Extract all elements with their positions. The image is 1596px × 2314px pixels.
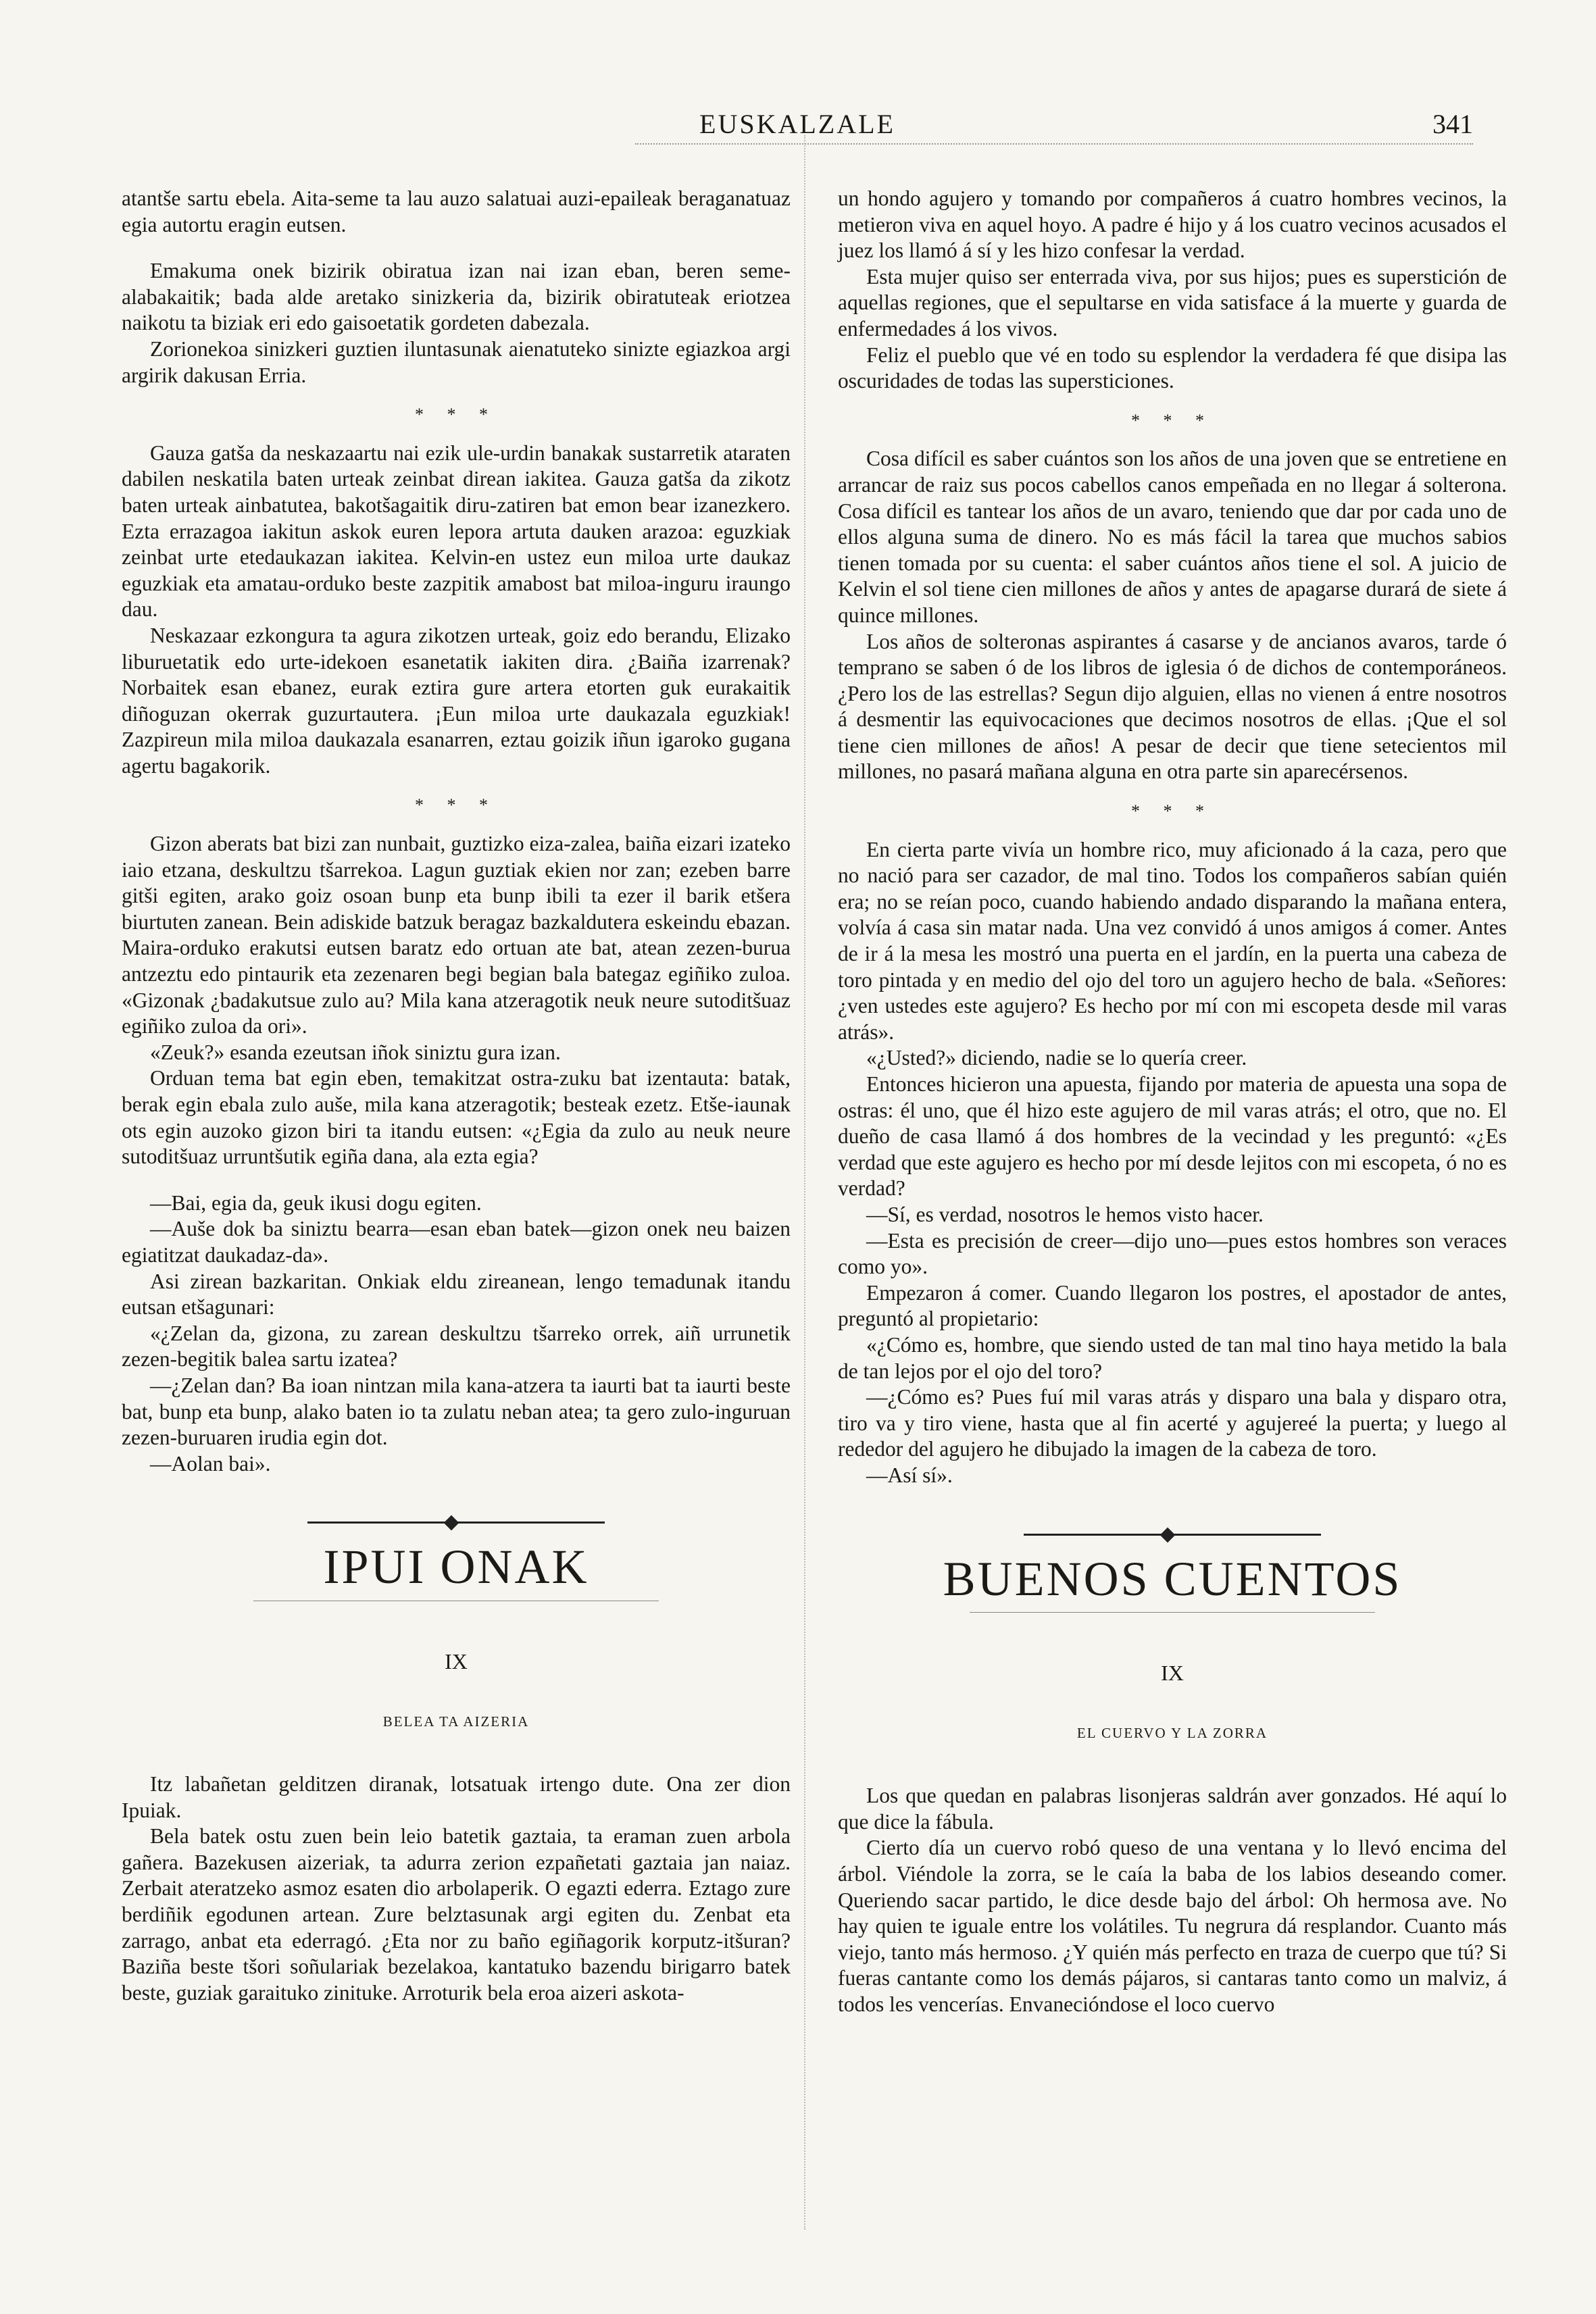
- page-header: [122, 108, 1473, 149]
- running-title: EUSKALZALE: [699, 109, 895, 139]
- story-title: BELEA TA AIZERIA: [382, 1713, 530, 1730]
- paragraph: Orduan tema bat egin eben, temakitzat ostra-zuku bat izentauta: batak, berak egin ebala zulo auše, mila kana atzeragotik; besteak ezetz. Etše-iaunak ots egin auzoko gizon biri ta itandu eutsen: «¿Egia da zulo au neuk neure sutoditšuaz urruntšutik egiña dana, ala ezta egia?: [122, 1066, 791, 1169]
- ornament-divider: [307, 1517, 605, 1527]
- paragraph: un hondo agujero y tomando por compañeros á cuatro hombres vecinos, la metieron viva en aquel hoyo. A padre é hijo y á los cuatro vecinos acusados el juez los llamó á sí y les hizo confesar la verdad.: [838, 186, 1507, 263]
- paragraph: «Zeuk?» esanda ezeutsan iñok siniztu gura izan.: [150, 1040, 561, 1064]
- section-break-stars: * * *: [415, 405, 497, 425]
- paragraph: Entonces hicieron una apuesta, fijando por materia de apuesta una sopa de ostras: él uno, que él hizo este agujero de mil varas atrás; el otro, que no. El dueño de casa llamó á dos hombres de la vecindad y les preguntó: «¿Es verdad que este agujero es hecho por mí desde lejitos con mi escopeta, ó no es verdad?: [838, 1072, 1507, 1201]
- left-block-4: [122, 1771, 791, 2006]
- paragraph: Esta mujer quiso ser enterrada viva, por sus hijos; pues es superstición de aquellas regiones, que el sepultarse en vida satisface á la muerte y guarda de enfermedades á los vivos.: [838, 264, 1507, 341]
- paragraph: Emakuma onek bizirik obiratua izan nai izan eban, beren seme-alabakaitik; bada alde aretako sinizkeria da, bizirik obiratuteak eriotzea naikotu ta biziak eri edo gaisoetatik gordeten dabezala.: [122, 259, 791, 335]
- section-break-stars: * * *: [1131, 801, 1214, 822]
- paragraph: —¿Zelan dan? Ba ioan nintzan mila kana-atzera ta iaurti bat ta iaurti beste bat, bunp eta bunp, alako baten io ta zulatu neban atea; ta gero zulo-inguruan zezen-buruaren irudia egin dot.: [122, 1373, 791, 1450]
- paragraph: Gauza gatša da neskazaartu nai ezik ule-urdin banakak sustarretik ataraten dabilen neskatila baten urteak zeinbat direan iakitea. Gauza gatša da zikotz baten urteak ainbatutea, bakotšagaitik diru-zatiren bat emon bear izanezkero. Ezta errazagoa iakitun askok euren lepora artuta dauken arazoa: eguzkiak zeinbat urte etedaukazan iakitea. Kelvin-en ustez eun miloa urte daukaz eguzkiak eta amatau-orduko beste zazpitik amabost bat miloa-inguru iraungo dau.: [122, 441, 791, 622]
- left-block-2: [122, 441, 791, 780]
- paragraph: —Auše dok ba siniztu bearra—esan eban batek—gizon onek neu baizen egiatitzat daukadaz-da».: [122, 1217, 791, 1267]
- paragraph: Feliz el pueblo que vé en todo su esplendor la verdadera fé que disipa las oscuridades de todas las supersticiones.: [838, 343, 1507, 393]
- paragraph: Los años de solteronas aspirantes á casarse y de ancianos avaros, tarde ó temprano se saben ó de los libros de iglesia ó de dichos de contemporáneos. ¿Pero los de las estrellas? Segun dijo alguien, ellas no vienen á entre nosotros á desmentir las equivocaciones que decimos nosotros de ellas. ¡Que el sol tiene cien millones de años! A pesar de decir que tiene setecientos mil millones, no pasará mañana alguna en otra parte sin aparecérsenos.: [838, 629, 1507, 784]
- paragraph: Empezaron á comer. Cuando llegaron los postres, el apostador de antes, preguntó al propietario:: [838, 1280, 1507, 1331]
- section-title: BUENOS CUENTOS: [943, 1551, 1402, 1606]
- section-number: IX: [1161, 1661, 1184, 1686]
- header-rule: [635, 143, 1473, 145]
- left-column-basque: [122, 186, 791, 2213]
- paragraph: Neskazaar ezkongura ta agura zikotzen urteak, goiz edo berandu, Elizako liburuetatik edo urte-idekoen esanetatik iakiten dira. ¿Baiña izarrenak? Norbaitek esan ebanez, eurak eztira gure artera etorten guk eurakaitik diñoguzan okerrak guzurtautera. ¡Eun miloa urte daukazala eguzkiak! Zazpireun mila miloa daukazala esanarren, eztau goizik iñun igaroko gugana agertu bagakorik.: [122, 623, 791, 778]
- paragraph: —Sí, es verdad, nosotros le hemos visto hacer.: [866, 1202, 1264, 1226]
- right-block-2: [838, 446, 1507, 785]
- paragraph: Bela batek ostu zuen bein leio batetik gaztaia, ta eraman zuen arbola gañera. Bazekusen aizeriak, ta adurra zerion ezpañetati gaztaia jan naiaz. Zerbait ateratzeko asmoz esaten dio arbolaperik. O egazti ederra. Eztago zure berdiñik egodunen artean. Zure belztasunak argi egiten du. Zenbat eta zarrago, anbat eta ederragó. ¿Eta nor zu baño egiñagorik korputz-itšuran? Baziña beste tšori soñulariak bezelakoa, kantatuko bazendu birigarro batek beste, guziak garaituko zinituke. Arroturik bela eroa aizeri askota-: [122, 1824, 791, 2005]
- right-block-4: [838, 1783, 1507, 2017]
- right-column-spanish: [838, 186, 1507, 2213]
- paragraph: —Bai, egia da, geuk ikusi dogu egiten.: [150, 1190, 482, 1215]
- paragraph: Cierto día un cuervo robó queso de una ventana y lo llevó encima del árbol. Viéndole la zorra, se le caía la baba de los labios deseando comer. Queriendo sacar partido, le dice desde bajo del árbol: Oh hermosa ave. No hay quien te iguale entre los volátiles. Tu negrura dá resplandor. Cuanto más viejo, tanto más hermoso. ¿Y quién más perfecto en traza de cuerpo que tú? Si fueras cantante como los demás pájaros, si cantaras tanto como un malviz, á todos les vencerías. Envanecióndose el loco cuervo: [838, 1836, 1507, 2017]
- story-title: EL CUERVO Y LA ZORRA: [1076, 1724, 1268, 1741]
- paragraph: Gizon aberats bat bizi zan nunbait, guztizko eiza-zalea, baiña eizari izateko iaio etzana, deskultzu tšarrekoa. Lagun guztiak ekien nor zan; ezeben barre gitši egiten, arako goiz osoan bunp eta bunp ibili ta ezer il barik etšera biurtuten zanean. Bein adiskide batzuk beragaz bazkaldutera eskeindu ebazan. Maira-orduko erakutsi eutsen baratz edo ortuan ate bat, atean zezen-burua antzeztu edo pintaurik eta zezenaren begi begian bala bategaz egiñiko zuloa. «Gizonak ¿badakutsue zulo au? Mila kana atzeragotik neuk neure sutoditšuaz egiñiko zuloa da ori».: [122, 832, 791, 1038]
- paragraph: Itz labañetan gelditzen diranak, lotsatuak irtengo dute. Ona zer dion Ipuiak.: [122, 1772, 791, 1822]
- left-block-3: [122, 831, 791, 1477]
- paragraph: Zorionekoa sinizkeri guztien iluntasunak aienatuteko sinizte egiazkoa argi argirik dakusan Erria.: [122, 336, 791, 387]
- paragraph: —¿Cómo es? Pues fuí mil varas atrás y disparo una bala y disparo otra, tiro va y tiro viene, hasta que al fin acerté y agujereé la puerta; y luego al rededor del agujero he dibujado la imagen de la cabeza de toro.: [838, 1385, 1507, 1461]
- column-divider: [804, 135, 805, 2230]
- paragraph: —Así sí».: [866, 1463, 953, 1487]
- paragraph: «¿Zelan da, gizona, zu zarean deskultzu tšarreko orrek, aiñ urrunetik zezen-begitik balea sartu izatea?: [122, 1321, 791, 1372]
- page-number: 341: [1432, 109, 1473, 139]
- title-rule: [970, 1612, 1375, 1613]
- section-title: IPUI ONAK: [323, 1540, 589, 1594]
- paragraph: Cosa difícil es saber cuántos son los años de una joven que se entretiene en arrancar de raiz sus pocos cabellos canos empeñada en no llegar á solterona. Cosa difícil es tantear los años de un avaro, teniendo que dar por cada uno de ellos alguna suma de dinero. No es más fácil la tarea que muchos sabios tienen tomada por su cuenta: el saber cuántos años tiene el sol. A juicio de Kelvin el sol tiene cien millones de años y antes de apagarse durará de siete á quince millones.: [838, 447, 1507, 627]
- left-block-1: [122, 186, 791, 388]
- right-block-3: [838, 837, 1507, 1489]
- ornament-divider: [1024, 1530, 1321, 1539]
- paragraph: Los que quedan en palabras lisonjeras saldrán aver gonzados. Hé aquí lo que dice la fábula.: [838, 1784, 1507, 1834]
- section-break-stars: * * *: [415, 795, 497, 815]
- paragraph: En cierta parte vivía un hombre rico, muy aficionado á la caza, pero que no nació para ser cazador, de mal tino. Todos los compañeros sabían quién era; no se reían poco, cuando habiendo andado disparando la mañana entera, volvía á casa sin matar nada. Una vez convidó á unos amigos á comer. Antes de ir á la mesa les mostró una puerta en el jardín, en la puerta una cabeza de toro pintada y en medio del ojo del toro un agujero hecho de bala. «Señores: ¿ven ustedes este agujero? Es hecho por mí con mi escopeta desde mil varas atrás».: [838, 837, 1507, 1044]
- right-block-1: [838, 186, 1507, 395]
- paragraph: —Aolan bai».: [150, 1451, 271, 1476]
- paragraph: —Esta es precisión de creer—dijo uno—pues estos hombres son veraces como yo».: [838, 1228, 1507, 1279]
- paragraph: Asi zirean bazkaritan. Onkiak eldu zireanean, lengo temadunak itandu eutsan etšagunari:: [122, 1269, 791, 1319]
- paragraph: «¿Usted?» diciendo, nadie se lo quería creer.: [866, 1046, 1247, 1070]
- section-break-stars: * * *: [1131, 410, 1214, 430]
- paragraph: «¿Cómo es, hombre, que siendo usted de tan mal tino haya metido la bala de tan lejos por el ojo del toro?: [838, 1332, 1507, 1383]
- paragraph: atantše sartu ebela. Aita-seme ta lau auzo salatuai auzi-epaileak beraganatuaz egia autortu eragin eutsen.: [122, 186, 791, 236]
- section-number: IX: [445, 1649, 468, 1674]
